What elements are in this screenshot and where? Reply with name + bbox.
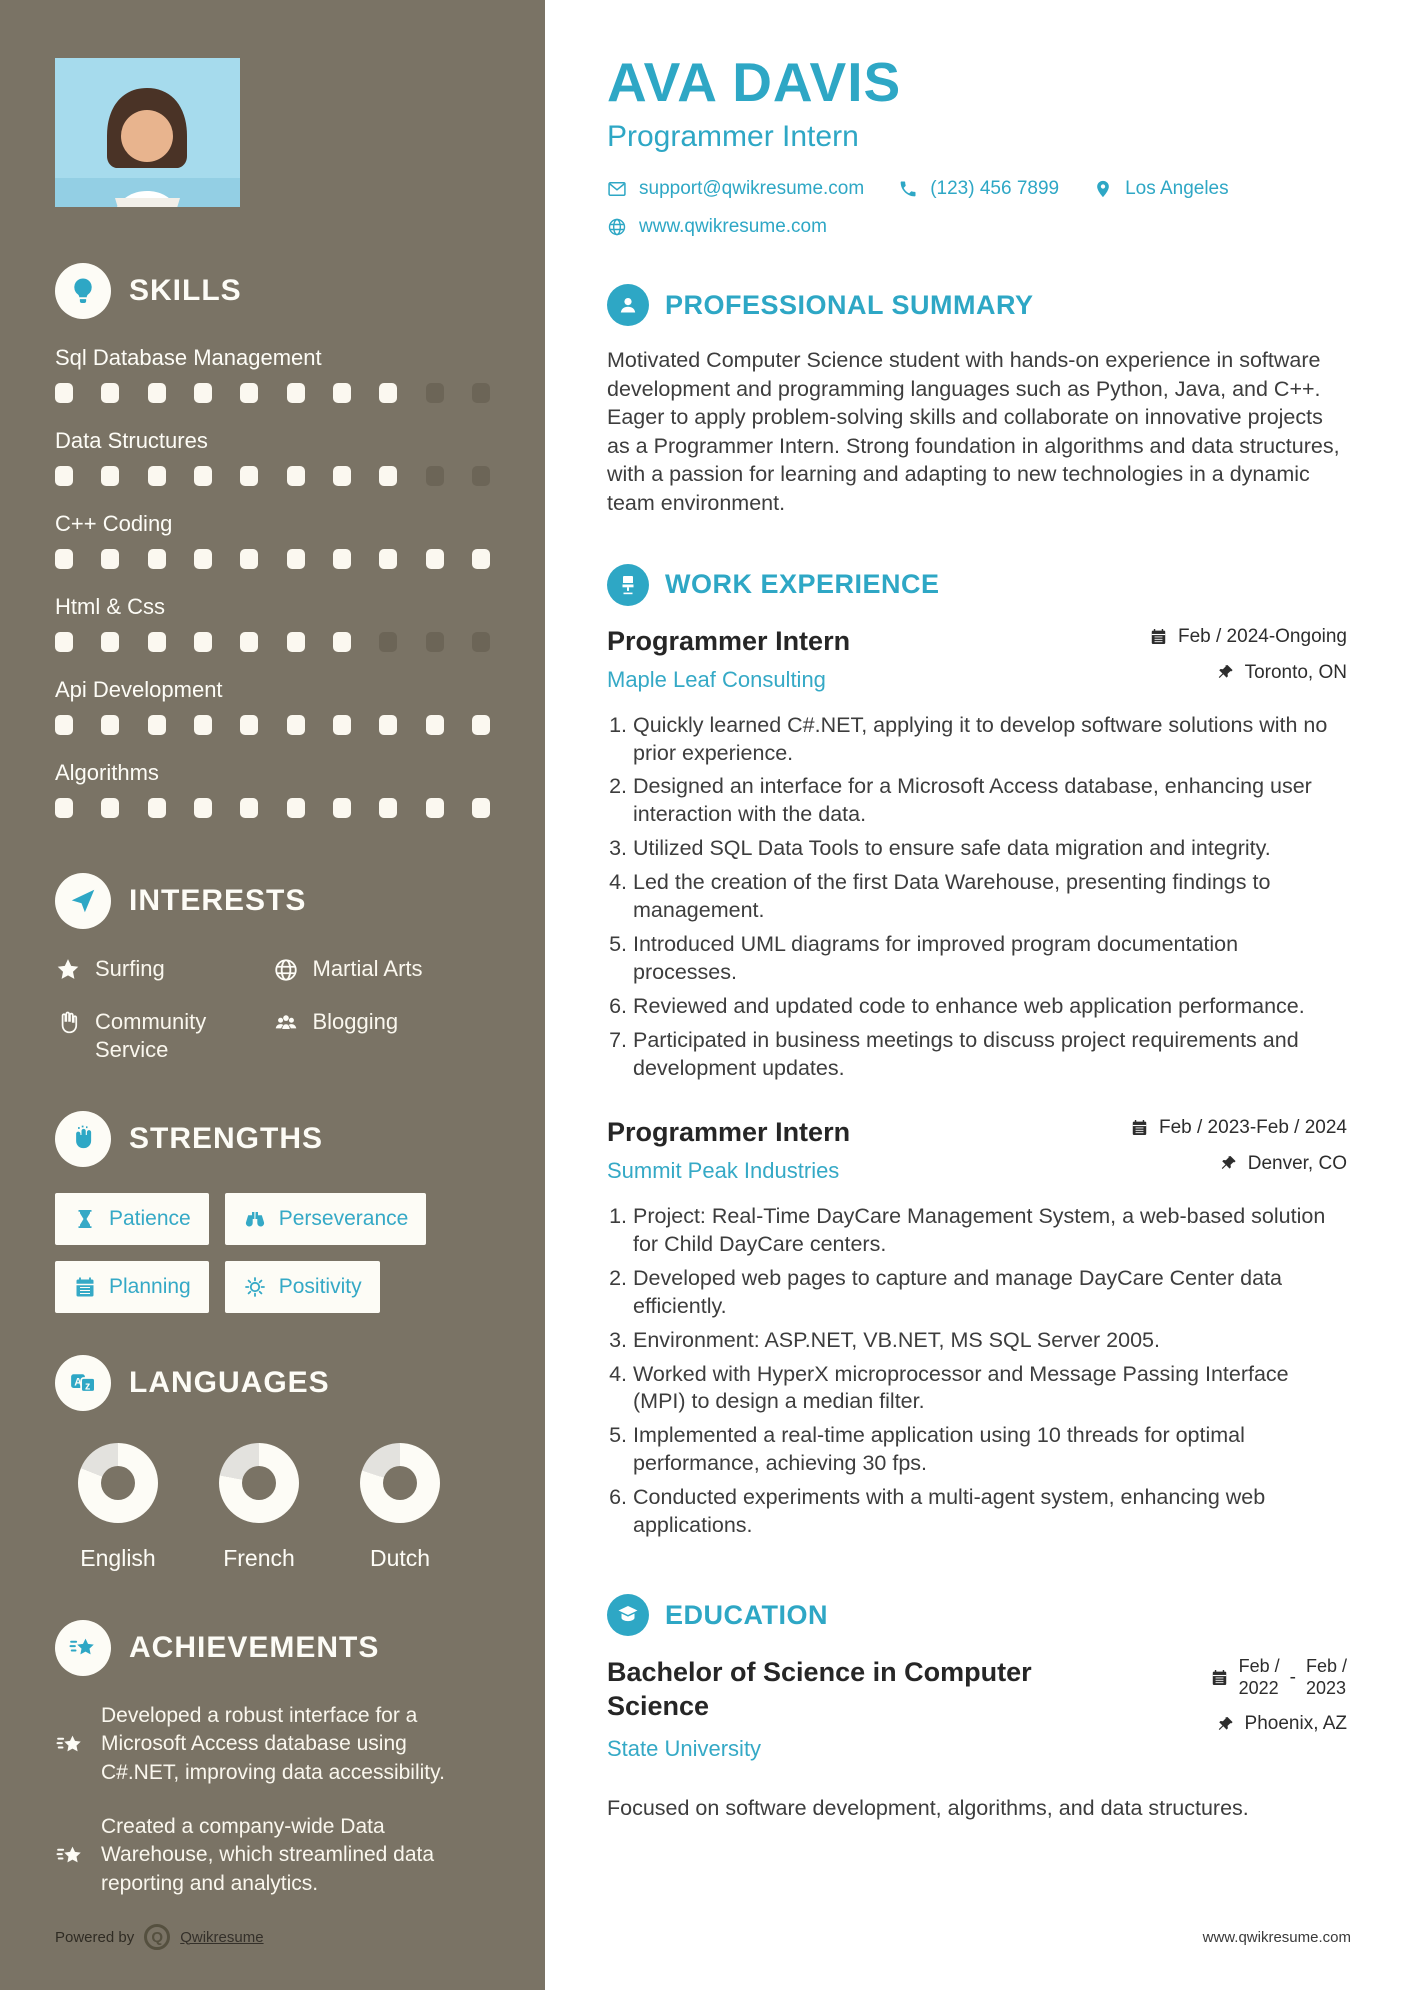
- job-dates: Feb / 2023-Feb / 2024: [1067, 1117, 1347, 1139]
- main-column: [545, 0, 1407, 1990]
- skill-level-dot: [426, 715, 444, 735]
- education-date-start: Feb / 2022: [1238, 1656, 1280, 1698]
- strengths-header: [55, 1111, 490, 1167]
- job-company: Maple Leaf Consulting: [607, 666, 826, 692]
- job-location: Denver, CO: [1067, 1153, 1347, 1175]
- job-bullet: 3. Utilized SQL Data Tools to ensure safe data migration and integrity.: [633, 835, 1347, 863]
- job-head: [607, 1117, 1347, 1189]
- language-donut-chart: [219, 1443, 299, 1523]
- education-school: State University: [607, 1735, 762, 1761]
- pushpin-icon: [1216, 663, 1235, 682]
- skill-level-dot: [194, 466, 212, 486]
- skill-level-dot: [287, 383, 305, 403]
- job-role: Programmer Intern: [607, 1116, 851, 1147]
- achievement-item: [55, 1813, 490, 1898]
- calendar-icon: [1149, 627, 1168, 646]
- skills-list: [55, 345, 490, 818]
- pushpin-icon: [1216, 1715, 1235, 1734]
- skill-level-dot: [472, 798, 490, 818]
- contact-row-1: [607, 178, 1347, 200]
- contact-text: (123) 456 7899: [930, 178, 1060, 199]
- skill-level-dots: [55, 798, 490, 818]
- contact-location-pin: [1093, 178, 1229, 200]
- calendar-icon: [1130, 1118, 1149, 1137]
- language-item: [204, 1443, 314, 1572]
- skill-level-dot: [287, 466, 305, 486]
- skill-level-dot: [194, 383, 212, 403]
- achievement-item: [55, 1702, 490, 1787]
- strength-label: Perseverance: [278, 1206, 409, 1230]
- job-meta: [1067, 626, 1347, 698]
- skill-level-dot: [194, 715, 212, 735]
- education-location: Phoenix, AZ: [1067, 1713, 1347, 1735]
- skill-level-dot: [101, 715, 119, 735]
- skill-level-dot: [379, 383, 397, 403]
- skill-row: [55, 345, 490, 403]
- interests-list: [55, 955, 490, 1089]
- skill-row: [55, 594, 490, 652]
- job-meta: [1067, 1117, 1347, 1189]
- skills-section: [55, 263, 490, 843]
- language-label: French: [223, 1544, 295, 1571]
- skill-level-dot: [55, 798, 73, 818]
- skill-level-dot: [287, 549, 305, 569]
- interest-label: Surfing: [95, 956, 165, 982]
- skill-row: [55, 511, 490, 569]
- strength-label: Planning: [109, 1274, 191, 1298]
- job-bullet: 2. Developed web pages to capture and manage DayCare Center data efficiently.: [633, 1265, 1347, 1321]
- skill-label: Api Development: [55, 677, 223, 703]
- shooting-star-icon: [55, 1813, 85, 1898]
- education-header: [607, 1594, 1347, 1636]
- job-bullets: [611, 712, 1347, 1083]
- strength-badge: [225, 1261, 380, 1313]
- person-icon: [607, 284, 649, 326]
- work-section: [607, 564, 1347, 1541]
- skill-level-dot: [148, 715, 166, 735]
- education-left: [607, 1656, 1057, 1780]
- skill-level-dot: [148, 383, 166, 403]
- summary-section: [607, 284, 1347, 518]
- candidate-title: Programmer Intern: [607, 120, 859, 153]
- skill-level-dot: [426, 632, 444, 652]
- skill-level-dot: [55, 466, 73, 486]
- job-bullet: 4. Worked with HyperX microprocessor and Message Passing Interface (MPI) to design a median filter.: [633, 1361, 1347, 1417]
- paper-plane-icon: [55, 873, 111, 929]
- qwikresume-logo-icon: Q: [144, 1924, 170, 1950]
- interest-item: [273, 955, 491, 984]
- candidate-name: AVA DAVIS: [607, 51, 902, 113]
- skill-level-dot: [426, 549, 444, 569]
- skill-level-dot: [55, 632, 73, 652]
- strength-label: Positivity: [278, 1274, 362, 1298]
- achievements-section: [55, 1620, 490, 1924]
- achievements-header: [55, 1620, 490, 1676]
- skill-level-dot: [101, 632, 119, 652]
- skill-level-dot: [287, 632, 305, 652]
- skill-level-dots: [55, 715, 490, 735]
- job-company: Summit Peak Industries: [607, 1157, 840, 1183]
- skill-level-dot: [379, 632, 397, 652]
- binoculars-icon: [243, 1207, 267, 1231]
- skills-title: SKILLS: [129, 274, 242, 308]
- globe-icon: [607, 217, 627, 237]
- skill-row: [55, 677, 490, 735]
- job-bullet: 6. Conducted experiments with a multi-agent system, enhancing web applications.: [633, 1484, 1347, 1540]
- achievement-text: Developed a robust interface for a Microsoft Access database using C#.NET, improving data accessibility.: [101, 1703, 445, 1784]
- language-item: [63, 1443, 173, 1572]
- skill-level-dot: [148, 798, 166, 818]
- job-role: Programmer Intern: [607, 625, 851, 656]
- jobs-list: [607, 626, 1347, 1541]
- skill-level-dot: [472, 715, 490, 735]
- strength-label: Patience: [109, 1206, 191, 1230]
- contact-row-2: [607, 216, 1347, 238]
- shooting-star-icon: [55, 1702, 85, 1787]
- svg-text:z: z: [85, 1380, 91, 1393]
- skill-level-dot: [287, 798, 305, 818]
- skill-level-dot: [240, 715, 258, 735]
- job-bullet: 7. Participated in business meetings to discuss project requirements and development updates.: [633, 1027, 1347, 1083]
- job-bullet: 3. Environment: ASP.NET, VB.NET, MS SQL Server 2005.: [633, 1327, 1347, 1355]
- skill-level-dot: [379, 798, 397, 818]
- skill-level-dot: [148, 549, 166, 569]
- skill-label: Algorithms: [55, 760, 159, 786]
- contact-text: Los Angeles: [1125, 178, 1229, 199]
- job-head-left: [607, 626, 850, 698]
- summary-header: [607, 284, 1347, 326]
- graduate-icon: [607, 1594, 649, 1636]
- skill-level-dot: [472, 383, 490, 403]
- education-title: EDUCATION: [665, 1599, 828, 1630]
- calendar-icon: [1210, 1668, 1229, 1687]
- strength-badge: [55, 1261, 209, 1313]
- job-bullet: 5. Introduced UML diagrams for improved program documentation processes.: [633, 931, 1347, 987]
- skill-level-dot: [472, 549, 490, 569]
- skill-level-dot: [472, 466, 490, 486]
- profile-photo: [55, 58, 240, 207]
- language-donut-chart: [360, 1443, 440, 1523]
- interest-label: Martial Arts: [312, 956, 423, 982]
- education-meta: [1067, 1656, 1347, 1780]
- interest-item: [55, 955, 273, 984]
- languages-header: [55, 1355, 490, 1411]
- globe-icon: [273, 955, 299, 983]
- skill-label: Sql Database Management: [55, 345, 322, 371]
- education-dates: [1067, 1656, 1347, 1699]
- mail-icon: [607, 179, 627, 199]
- skill-row: [55, 760, 490, 818]
- skill-level-dot: [333, 466, 351, 486]
- skill-level-dots: [55, 383, 490, 403]
- skill-level-dot: [287, 715, 305, 735]
- people-icon: [273, 1008, 299, 1036]
- interest-label: Blogging: [312, 1008, 399, 1034]
- interests-section: [55, 873, 490, 1089]
- skill-level-dot: [240, 466, 258, 486]
- skill-level-dot: [379, 549, 397, 569]
- skill-level-dot: [379, 715, 397, 735]
- language-item: [345, 1443, 455, 1572]
- contact-phone: [898, 178, 1059, 200]
- job-bullet: 4. Led the creation of the first Data Warehouse, presenting findings to management.: [633, 869, 1347, 925]
- skill-level-dot: [333, 383, 351, 403]
- skill-level-dots: [55, 549, 490, 569]
- skill-level-dot: [240, 383, 258, 403]
- education-date-separator: -: [1289, 1666, 1296, 1688]
- languages-title: LANGUAGES: [129, 1365, 330, 1399]
- job-entry: [607, 1117, 1347, 1540]
- fist-icon: [55, 1111, 111, 1167]
- interests-header: [55, 873, 490, 929]
- work-title: WORK EXPERIENCE: [665, 569, 940, 600]
- contact-globe[interactable]: [607, 216, 827, 238]
- languages-list: [55, 1437, 455, 1572]
- skill-level-dot: [240, 549, 258, 569]
- skill-level-dots: [55, 632, 490, 652]
- interest-item: [273, 1008, 491, 1065]
- education-degree: Bachelor of Science in Computer Science: [607, 1657, 1032, 1721]
- skills-header: [55, 263, 490, 319]
- job-entry: [607, 626, 1347, 1083]
- translate-icon: [55, 1355, 111, 1411]
- skill-level-dot: [101, 466, 119, 486]
- skill-level-dot: [333, 632, 351, 652]
- footer-website[interactable]: www.qwikresume.com: [1202, 1929, 1351, 1946]
- skill-level-dot: [333, 715, 351, 735]
- education-date-end: Feb / 2023: [1305, 1656, 1347, 1698]
- skill-label: Html & Css: [55, 594, 165, 620]
- achievement-text: Created a company-wide Data Warehouse, which streamlined data reporting and analytics.: [101, 1814, 435, 1895]
- contact-text: www.qwikresume.com: [639, 216, 827, 237]
- strength-badge: [225, 1193, 427, 1245]
- education-section: [607, 1594, 1347, 1822]
- job-head: [607, 626, 1347, 698]
- skill-level-dot: [333, 798, 351, 818]
- languages-section: [55, 1355, 490, 1572]
- skill-level-dot: [194, 549, 212, 569]
- hourglass-icon: [73, 1207, 97, 1231]
- skill-level-dot: [426, 798, 444, 818]
- office-chair-icon: [607, 564, 649, 606]
- education-note: Focused on software development, algorithms, and data structures.: [607, 1795, 1249, 1820]
- svg-text:A: A: [74, 1376, 82, 1389]
- profile-photo-illustration: [55, 58, 240, 207]
- phone-icon: [898, 179, 918, 199]
- location-pin-icon: [1093, 179, 1113, 199]
- skill-level-dot: [240, 798, 258, 818]
- interests-title: INTERESTS: [129, 884, 307, 918]
- skill-level-dot: [55, 715, 73, 735]
- contact-mail[interactable]: [607, 178, 864, 200]
- contact-text: support@qwikresume.com: [639, 178, 865, 199]
- language-label: Dutch: [369, 1544, 431, 1571]
- powered-by-footer: [55, 1924, 490, 1950]
- hand-icon: [55, 1008, 81, 1036]
- sidebar: [0, 0, 545, 1990]
- skill-label: C++ Coding: [55, 511, 173, 537]
- job-bullet: 1. Quickly learned C#.NET, applying it to develop software solutions with no prior experience.: [633, 712, 1347, 768]
- job-bullet: 6. Reviewed and updated code to enhance web application performance.: [633, 993, 1347, 1021]
- skill-level-dot: [101, 549, 119, 569]
- lightbulb-icon: [55, 263, 111, 319]
- qwikresume-link[interactable]: Qwikresume: [180, 1928, 264, 1946]
- job-bullets: [611, 1203, 1347, 1540]
- shooting-star-icon: [55, 1620, 111, 1676]
- skill-level-dot: [333, 549, 351, 569]
- skill-label: Data Structures: [55, 428, 208, 454]
- powered-by-label: Powered by: [55, 1928, 135, 1946]
- skill-level-dot: [55, 383, 73, 403]
- skill-level-dot: [194, 798, 212, 818]
- strengths-section: [55, 1111, 490, 1313]
- skill-level-dot: [379, 466, 397, 486]
- skill-level-dots: [55, 466, 490, 486]
- star-icon: [55, 955, 81, 983]
- sun-icon: [243, 1275, 267, 1299]
- calendar-icon: [73, 1275, 97, 1299]
- skill-level-dot: [194, 632, 212, 652]
- skill-level-dot: [148, 632, 166, 652]
- skill-level-dot: [426, 383, 444, 403]
- education-head: [607, 1656, 1347, 1780]
- skill-level-dot: [472, 632, 490, 652]
- skill-level-dot: [101, 798, 119, 818]
- language-donut-chart: [78, 1443, 158, 1523]
- summary-title: PROFESSIONAL SUMMARY: [665, 289, 1034, 320]
- skill-level-dot: [148, 466, 166, 486]
- pushpin-icon: [1219, 1154, 1238, 1173]
- skill-level-dot: [426, 466, 444, 486]
- strength-badge: [55, 1193, 209, 1245]
- achievements-list: [55, 1702, 490, 1898]
- interest-label: Community Service: [95, 1008, 207, 1063]
- language-label: English: [80, 1544, 156, 1571]
- job-bullet: 1. Project: Real-Time DayCare Management System, a web-based solution for Child DayCare centers.: [633, 1203, 1347, 1259]
- job-location: Toronto, ON: [1067, 662, 1347, 684]
- job-bullet: 5. Implemented a real-time application using 10 threads for optimal performance, achieving 30 fps.: [633, 1422, 1347, 1478]
- achievements-title: ACHIEVEMENTS: [129, 1630, 380, 1664]
- skill-level-dot: [55, 549, 73, 569]
- job-bullet: 2. Designed an interface for a Microsoft Access database, enhancing user interaction with the data.: [633, 773, 1347, 829]
- skill-row: [55, 428, 490, 486]
- interest-item: [55, 1008, 273, 1065]
- strengths-title: STRENGTHS: [129, 1121, 324, 1155]
- summary-text: Motivated Computer Science student with hands-on experience in software development and programming languages such as Python, Java, and C++. Eager to apply problem-solving skills and collaborate on innovative projects as a Programmer Intern. Strong foundation in algorithms and data structures, with a passion for learning and adapting to new technologies in a dynamic team environment.: [607, 348, 1340, 515]
- job-dates: Feb / 2024-Ongoing: [1067, 626, 1347, 648]
- skill-level-dot: [240, 632, 258, 652]
- skill-level-dot: [101, 383, 119, 403]
- work-header: [607, 564, 1347, 606]
- job-head-left: [607, 1117, 850, 1189]
- strengths-list: [55, 1193, 490, 1313]
